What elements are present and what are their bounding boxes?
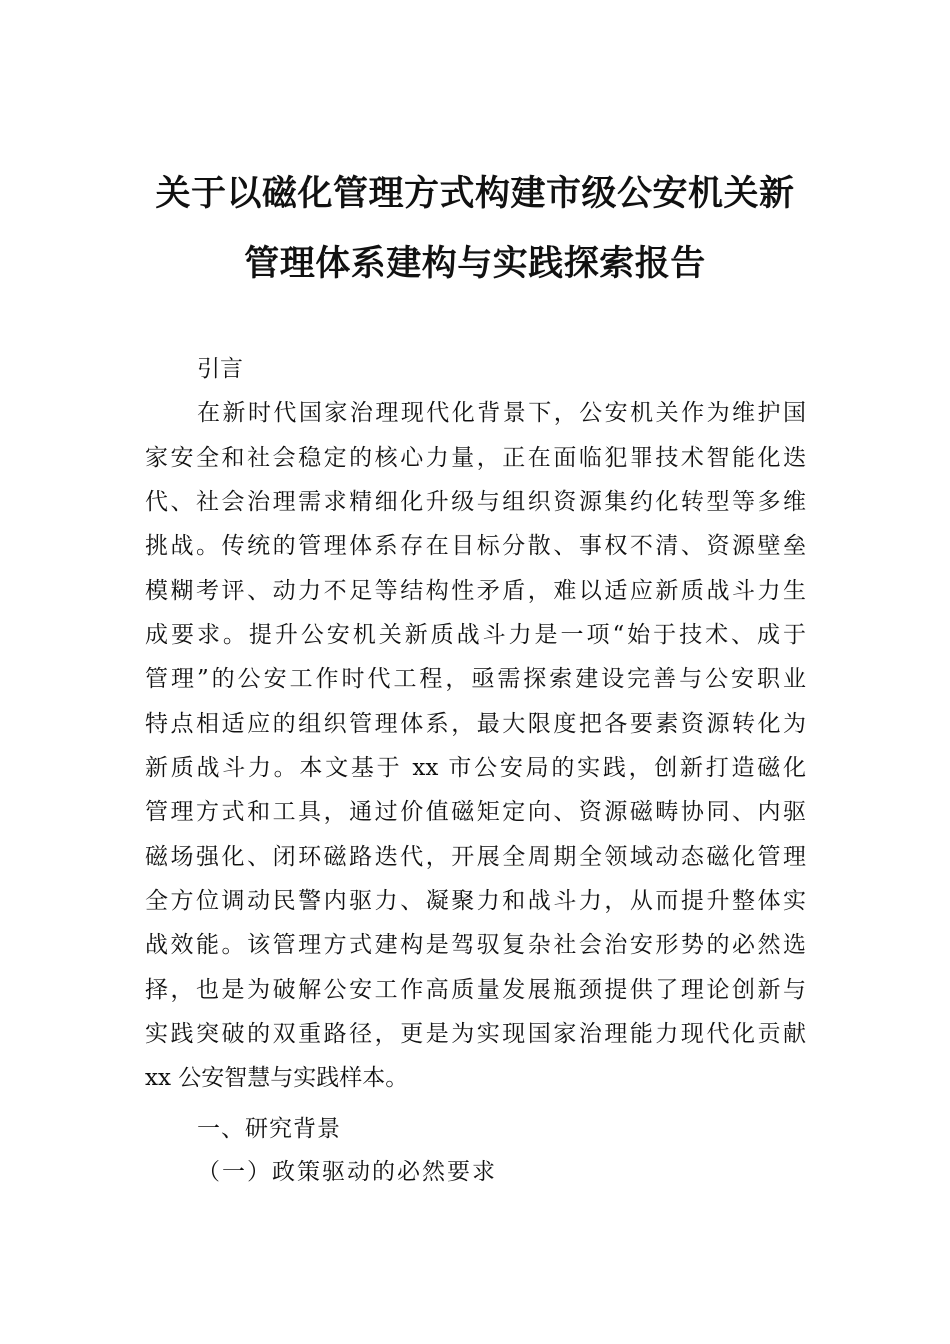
document-title-line-1: 关于以磁化管理方式构建市级公安机关新 bbox=[155, 173, 795, 214]
paragraph-line: 代、社会治理需求精细化升级与组织资源集约化转型等多维 bbox=[145, 489, 806, 515]
paragraph-line: 磁场强化、闭环磁路迭代，开展全周期全领域动态磁化管理 bbox=[145, 844, 806, 870]
section-heading: 一、研究背景 bbox=[197, 1116, 341, 1142]
intro-heading: 引言 bbox=[197, 356, 243, 382]
paragraph-line: 家安全和社会稳定的核心力量，正在面临犯罪技术智能化迭 bbox=[145, 445, 806, 471]
paragraph-line: 模糊考评、动力不足等结构性矛盾，难以适应新质战斗力生 bbox=[145, 578, 806, 604]
paragraph-line: 全方位调动民警内驱力、凝聚力和战斗力，从而提升整体实 bbox=[145, 888, 806, 914]
document-title-line-2: 管理体系建构与实践探索报告 bbox=[244, 243, 706, 284]
paragraph-line: xx 公安智慧与实践样本。 bbox=[145, 1065, 409, 1091]
paragraph-line: 实践突破的双重路径，更是为实现国家治理能力现代化贡献 bbox=[145, 1021, 806, 1047]
paragraph-line: 战效能。该管理方式建构是驾驭复杂社会治安形势的必然选 bbox=[145, 932, 806, 958]
paragraph-line: 挑战。传统的管理体系存在目标分散、事权不清、资源壁垒 bbox=[145, 533, 806, 559]
paragraph-line: 特点相适应的组织管理体系，最大限度把各要素资源转化为 bbox=[145, 711, 806, 737]
paragraph-line: 管理方式和工具，通过价值磁矩定向、资源磁畴协同、内驱 bbox=[145, 799, 806, 825]
paragraph-line: 新质战斗力。本文基于 xx 市公安局的实践，创新打造磁化 bbox=[145, 755, 806, 781]
paragraph-line: 管理”的公安工作时代工程，亟需探索建设完善与公安职业 bbox=[145, 666, 806, 692]
subsection-heading: （一）政策驱动的必然要求 bbox=[197, 1159, 497, 1185]
paragraph-line: 在新时代国家治理现代化背景下，公安机关作为维护国 bbox=[197, 400, 806, 426]
paragraph-line: 择，也是为破解公安工作高质量发展瓶颈提供了理论创新与 bbox=[145, 977, 806, 1003]
paragraph-line: 成要求。提升公安机关新质战斗力是一项“始于技术、成于 bbox=[145, 622, 806, 648]
